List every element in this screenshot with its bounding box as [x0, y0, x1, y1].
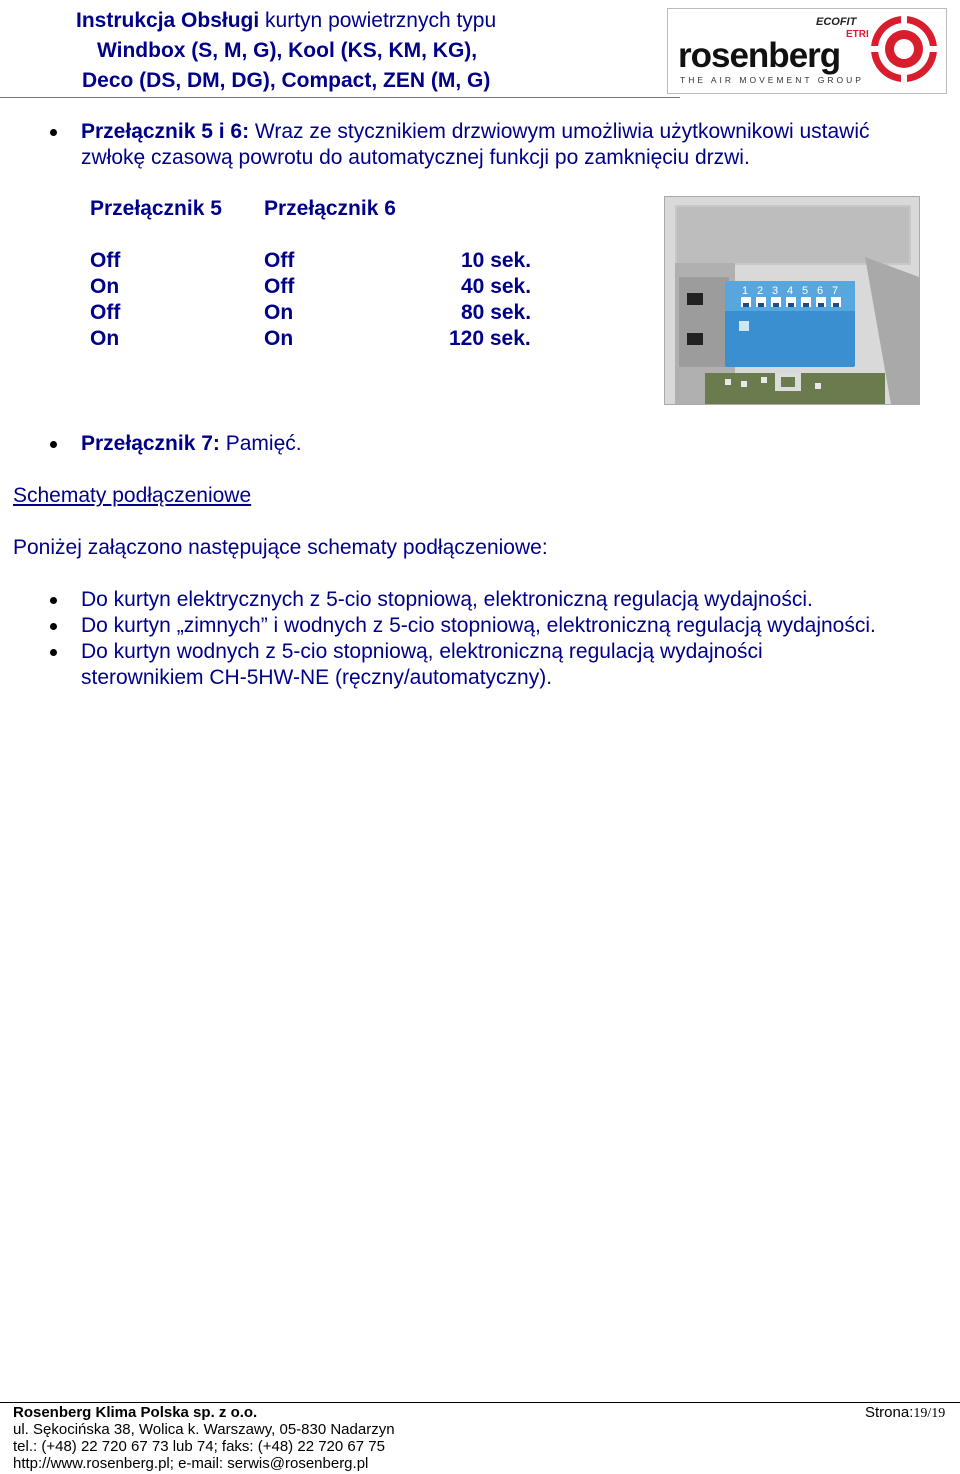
schematy-list-item: Do kurtyn wodnych z 5-cio stopniową, elektroniczną regulacją wydajności — [81, 640, 763, 663]
dip-number: 3 — [772, 285, 779, 297]
etri-badge: ETRI — [846, 29, 869, 40]
dip-switch-photo — [664, 196, 920, 405]
bullet-icon — [50, 441, 57, 448]
schematy-list-item-continuation: sterownikiem CH-5HW-NE (ręczny/automatyczny). — [81, 666, 553, 689]
table-cell: Off — [264, 275, 295, 298]
brand-wordmark: rosenberg — [678, 36, 841, 75]
ecofit-badge: ECOFIT — [816, 16, 857, 28]
dip-number: 7 — [832, 285, 839, 297]
table-cell: Off — [90, 249, 121, 272]
fan-emblem-icon — [871, 16, 937, 82]
footer-page-number: Strona:19/19 — [865, 1404, 946, 1421]
section-heading-schematy: Schematy podłączeniowe — [13, 484, 252, 507]
table-header-switch6: Przełącznik 6 — [264, 197, 396, 220]
dip-number: 1 — [742, 285, 749, 297]
table-cell: On — [90, 275, 120, 298]
table-cell: 120 sek. — [449, 327, 531, 350]
footer-divider — [0, 1402, 960, 1403]
header-title-line1: Instrukcja Obsługi kurtyn powietrznych typu — [76, 9, 497, 32]
switch56-paragraph-line2: zwłokę czasową powrotu do automatycznej funkcji po zamknięciu drzwi. — [81, 146, 750, 169]
dip-number: 2 — [757, 285, 764, 297]
switch7-paragraph: Przełącznik 7: Pamięć. — [81, 432, 302, 455]
dip-number: 4 — [787, 285, 794, 297]
dip-number: 5 — [802, 285, 809, 297]
bullet-icon — [50, 649, 57, 656]
table-header-switch5: Przełącznik 5 — [90, 197, 222, 220]
switch56-label: Przełącznik 5 i 6: — [81, 120, 250, 143]
dip-number: 6 — [817, 285, 824, 297]
bullet-icon — [50, 129, 57, 136]
footer-address: ul. Sękocińska 38, Wolica k. Warszawy, 05-830 Nadarzyn — [13, 1421, 395, 1438]
table-cell: 40 sek. — [461, 275, 532, 298]
schematy-list-item: Do kurtyn elektrycznych z 5-cio stopniową, elektroniczną regulacją wydajności. — [81, 588, 813, 611]
table-cell: On — [264, 327, 294, 350]
table-cell: On — [90, 327, 120, 350]
schematy-intro: Poniżej załączono następujące schematy podłączeniowe: — [13, 536, 548, 559]
switch7-label: Przełącznik 7: — [81, 432, 220, 455]
table-cell: On — [264, 301, 294, 324]
bullet-icon — [50, 597, 57, 604]
footer-phone: tel.: (+48) 22 720 67 73 lub 74; faks: (+48) 22 720 67 75 — [13, 1438, 385, 1455]
table-cell: Off — [264, 249, 295, 272]
switch56-paragraph-line1: Przełącznik 5 i 6: Wraz ze stycznikiem drzwiowym umożliwia użytkownikowi ustawić — [81, 120, 870, 143]
table-cell: 10 sek. — [461, 249, 532, 272]
footer-web: http://www.rosenberg.pl; e-mail: serwis@rosenberg.pl — [13, 1455, 369, 1472]
rosenberg-logo — [667, 8, 947, 94]
table-cell: 80 sek. — [461, 301, 532, 324]
brand-tagline: THE AIR MOVEMENT GROUP — [680, 75, 864, 85]
header-title-line3: Deco (DS, DM, DG), Compact, ZEN (M, G) — [82, 69, 491, 92]
bullet-icon — [50, 623, 57, 630]
table-cell: Off — [90, 301, 121, 324]
header-title-line2: Windbox (S, M, G), Kool (KS, KM, KG), — [97, 39, 478, 62]
footer-company: Rosenberg Klima Polska sp. z o.o. — [13, 1404, 258, 1421]
header-divider — [0, 97, 680, 98]
schematy-list-item: Do kurtyn „zimnych” i wodnych z 5-cio stopniową, elektroniczną regulacją wydajności. — [81, 614, 876, 637]
